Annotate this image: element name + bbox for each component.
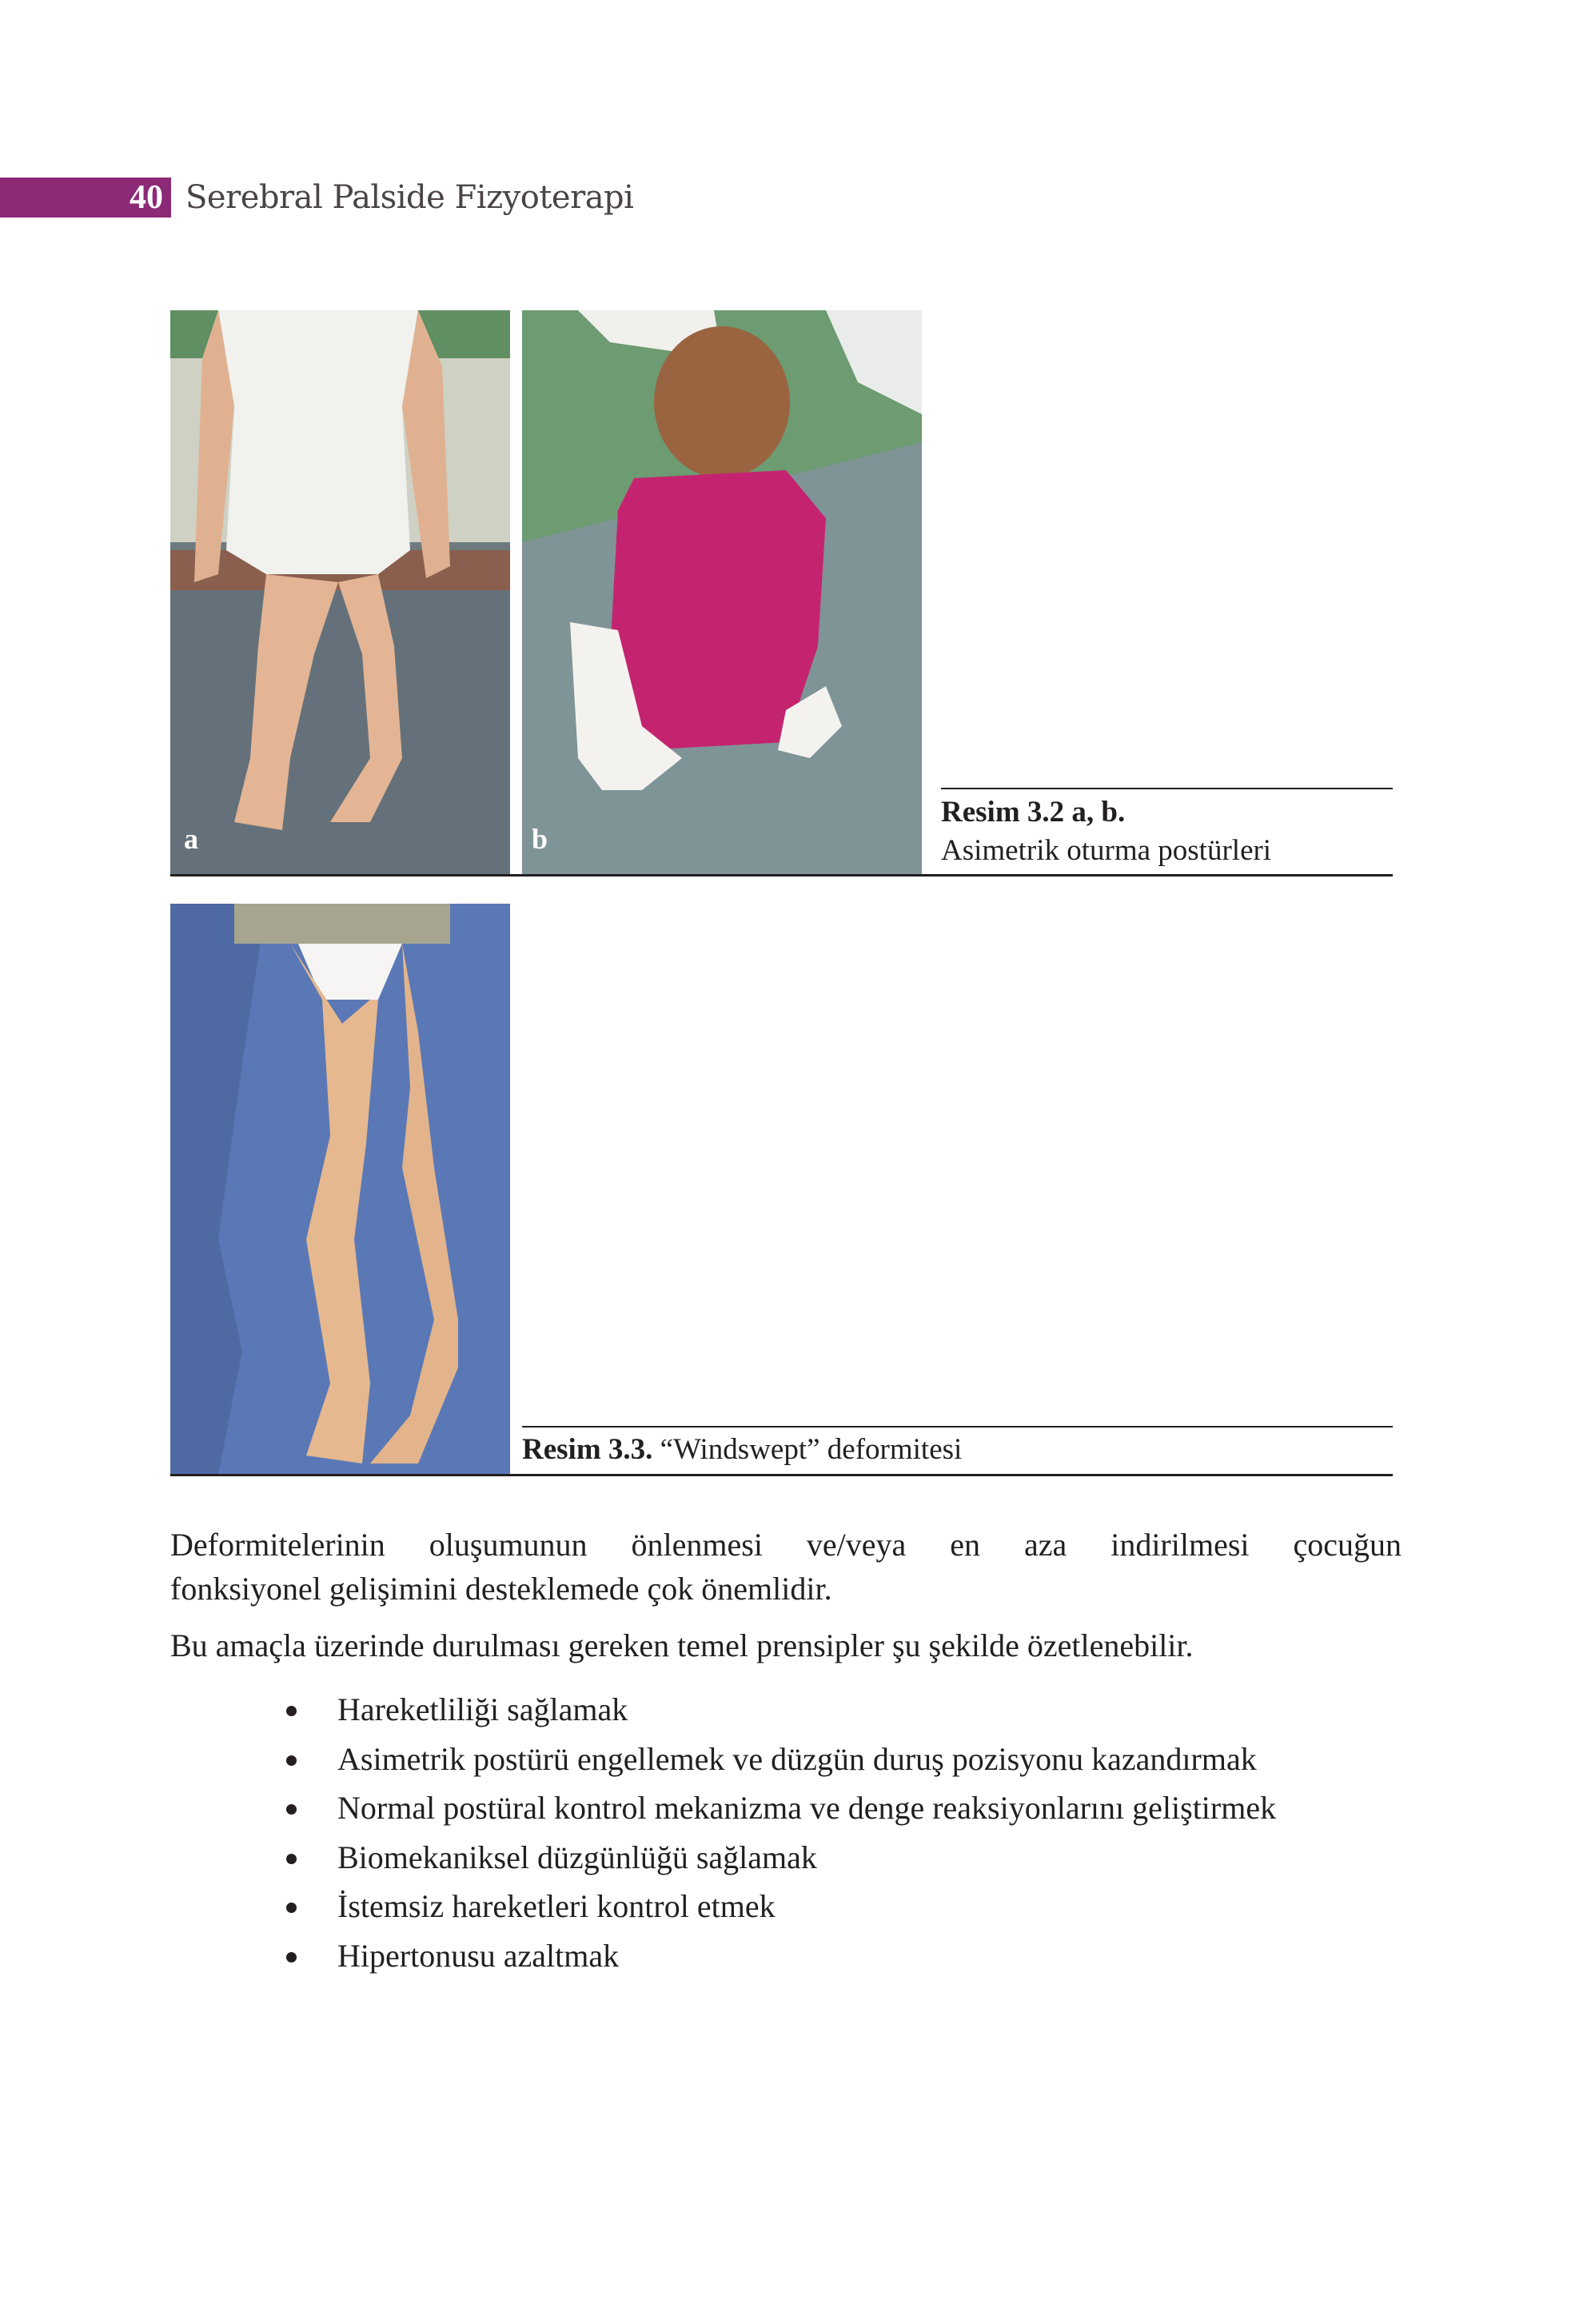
page-number: 40: [130, 179, 163, 216]
body-paragraph-1: [170, 1523, 1402, 1611]
list-item: İstemsiz hareketleri kontrol etmek: [272, 1882, 1276, 1931]
caption-text-3-3: “Windswept” deformitesi: [660, 1433, 963, 1466]
caption-text-3-2: Asimetrik oturma postürleri: [941, 834, 1272, 867]
caption-title-3-2: Resim 3.2 a, b.: [941, 796, 1126, 829]
bullet-icon: [286, 1706, 297, 1716]
list-item: Hipertonusu azaltmak: [272, 1931, 1276, 1981]
list-item: Normal postüral kontrol mekanizma ve denge reaksiyonlarını geliştirmek: [272, 1783, 1276, 1833]
caption-rule-bottom-3-2: [170, 874, 1393, 876]
list-item: Asimetrik postürü engellemek ve düzgün duruş pozisyonu kazandırmak: [272, 1735, 1276, 1784]
caption-rule-top-3-3: [522, 1426, 1393, 1428]
figure-label-b: b: [532, 823, 548, 855]
caption-rule-top-3-2: [941, 788, 1393, 789]
running-title: Serebral Palside Fizyoterapi: [185, 179, 634, 216]
photo-asymmetric-sitting-b: [522, 310, 922, 874]
caption-3-3: [522, 1431, 962, 1469]
list-item: Hareketliliği sağlamak: [272, 1685, 1276, 1735]
bullet-icon: [286, 1952, 297, 1963]
photo-windswept-deformity: [170, 904, 510, 1474]
photo-asymmetric-sitting-a: [170, 310, 510, 874]
bullet-icon: [286, 1804, 297, 1815]
bullet-icon: [286, 1854, 297, 1864]
figure-label-a: a: [184, 823, 198, 855]
list-item: Biomekaniksel düzgünlüğü sağlamak: [272, 1833, 1276, 1883]
body-paragraph-1-line-2: fonksiyonel gelişimini desteklemede çok önemlidir.: [170, 1571, 832, 1607]
principles-list: [272, 1685, 1276, 1980]
caption-title-3-3: Resim 3.3.: [522, 1433, 653, 1466]
body-paragraph-1-line-1: Deformitelerinin oluşumunun önlenmesi ve/veya en aza indirilmesi çocuğun: [170, 1527, 1402, 1563]
body-paragraph-2: Bu amaçla üzerinde durulması gereken temel prensipler şu şekilde özetlenebilir.: [170, 1627, 1194, 1663]
caption-rule-bottom-3-3: [170, 1474, 1393, 1476]
bullet-icon: [286, 1903, 297, 1913]
bullet-icon: [286, 1755, 297, 1766]
